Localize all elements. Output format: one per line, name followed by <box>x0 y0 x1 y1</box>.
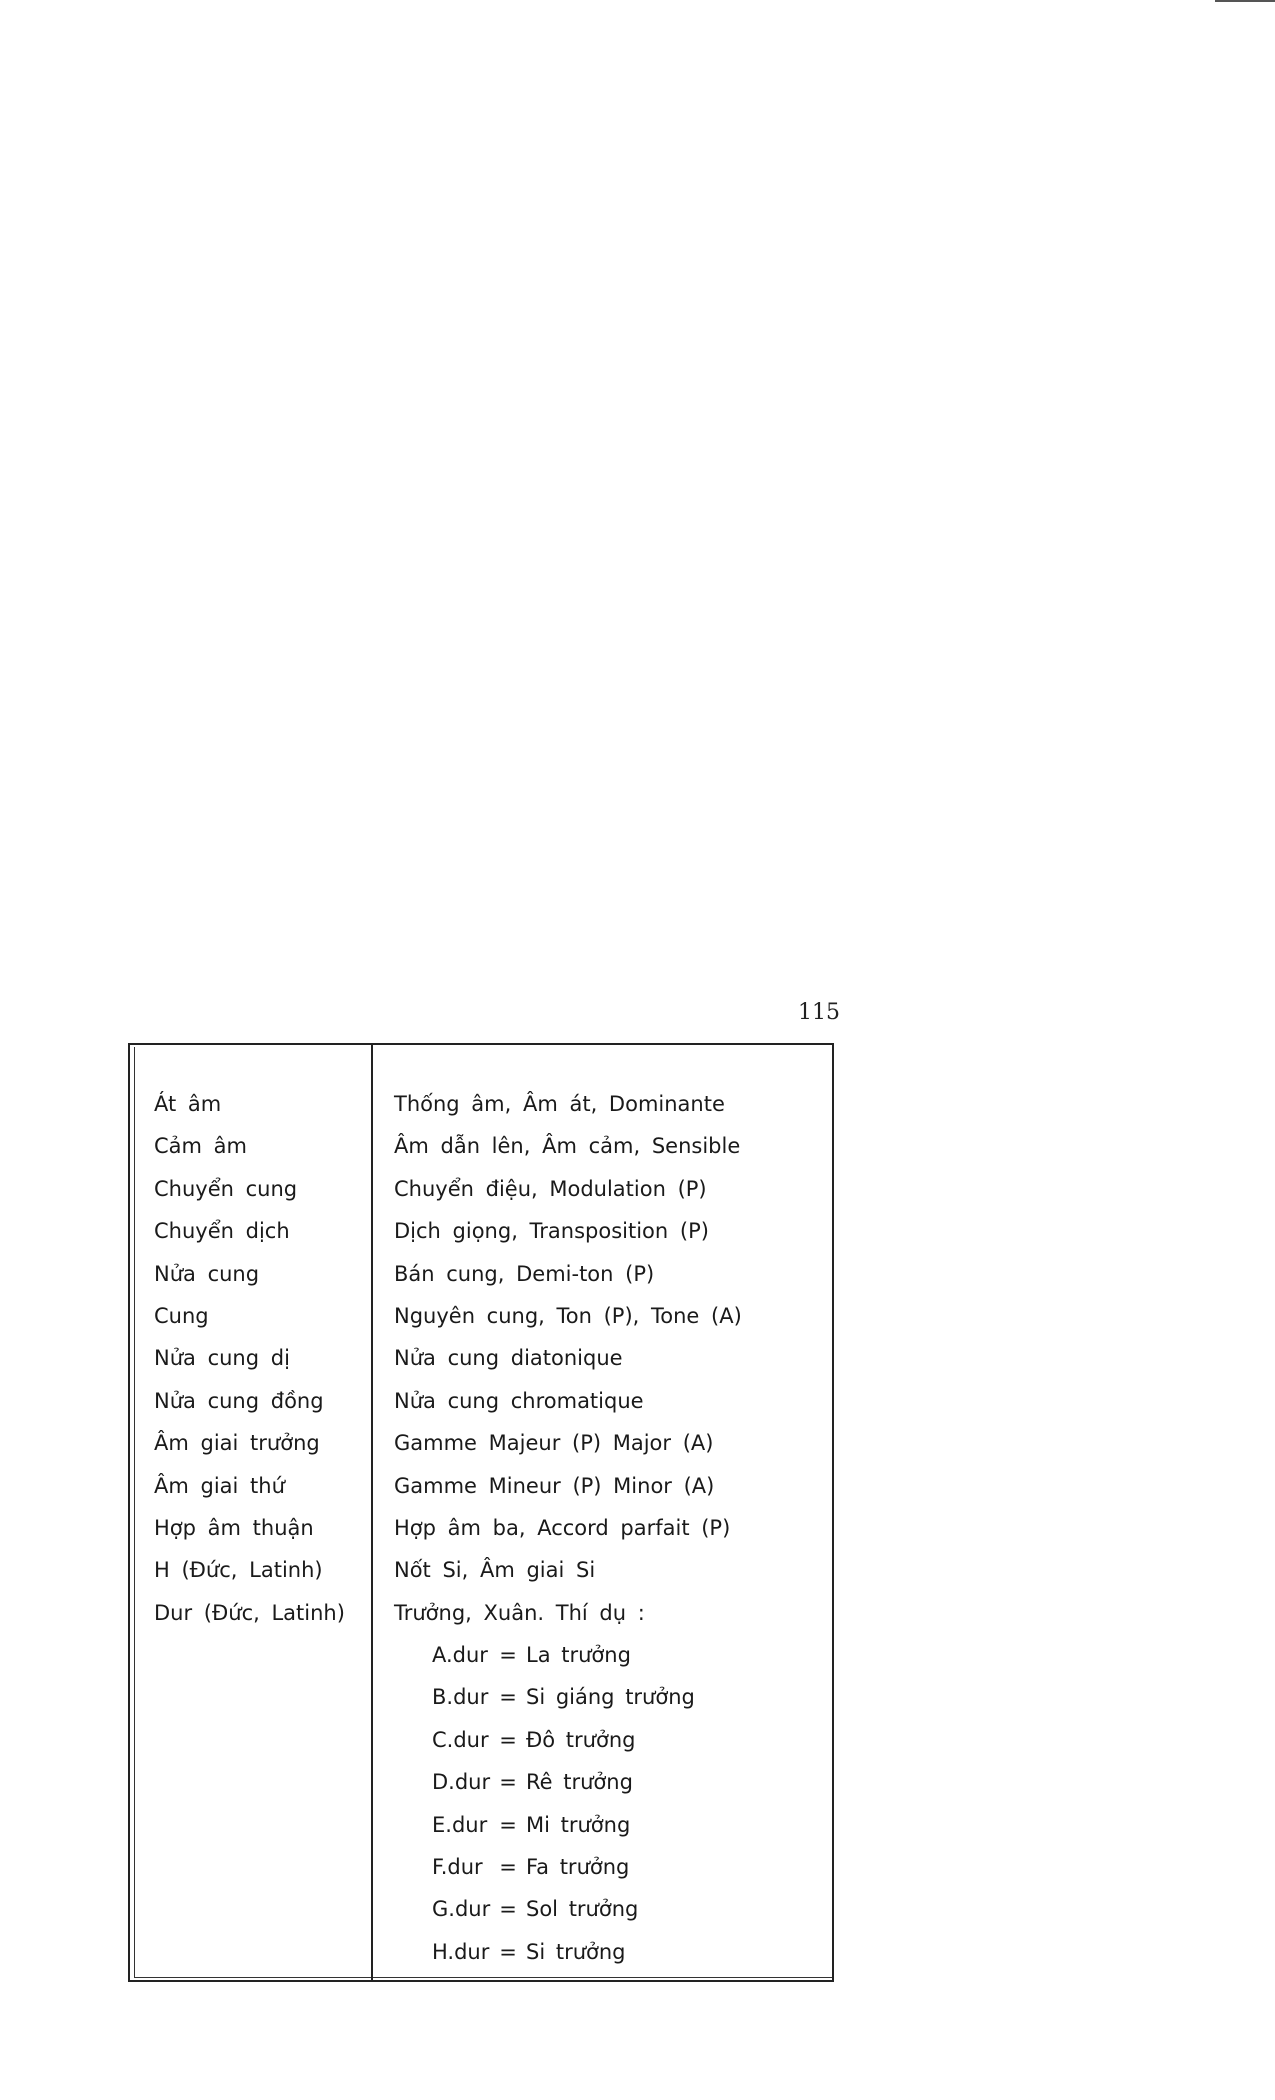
term-cell: Dur (Đức, Latinh) <box>154 1600 345 1625</box>
term-cell: Cảm âm <box>154 1134 247 1159</box>
example-key: D.dur <box>432 1770 491 1795</box>
example-equals: = <box>499 1812 517 1837</box>
term-cell: H (Đức, Latinh) <box>154 1558 323 1583</box>
term-cell: Nửa cung <box>154 1261 260 1286</box>
example-equals: = <box>499 1643 517 1668</box>
term-column <box>154 1083 364 1634</box>
example-equals: = <box>499 1727 517 1752</box>
example-row <box>394 1634 814 1676</box>
term-cell: Hợp âm thuận <box>154 1515 314 1540</box>
term-cell: Chuyển cung <box>154 1176 298 1201</box>
definition-cell: Gamme Mineur (P) Minor (A) <box>394 1473 715 1498</box>
example-equals: = <box>499 1897 517 1922</box>
example-equals: = <box>499 1770 517 1795</box>
example-key: E.dur <box>432 1812 488 1837</box>
example-row <box>394 1888 814 1930</box>
definition-cell: Gamme Majeur (P) Major (A) <box>394 1431 714 1456</box>
example-value: Rê trưởng <box>526 1770 633 1795</box>
example-row <box>394 1846 814 1888</box>
column-divider <box>371 1045 373 1980</box>
definition-cell: Bán cung, Demi-ton (P) <box>394 1261 655 1286</box>
page-number: 115 <box>798 1000 840 1025</box>
example-value: Si giáng trưởng <box>526 1685 695 1710</box>
example-key: G.dur <box>432 1897 491 1922</box>
definition-column <box>394 1083 814 1973</box>
example-value: Sol trưởng <box>526 1897 639 1922</box>
example-key: H.dur <box>432 1939 490 1964</box>
term-cell: Nửa cung đồng <box>154 1388 324 1413</box>
definition-cell: Dịch giọng, Transposition (P) <box>394 1219 709 1244</box>
example-equals: = <box>499 1939 517 1964</box>
term-cell: Át âm <box>154 1092 222 1116</box>
scan-edge-mark <box>1215 0 1275 2</box>
example-equals: = <box>499 1855 517 1880</box>
example-row <box>394 1719 814 1761</box>
term-cell: Cung <box>154 1303 209 1328</box>
example-key: C.dur <box>432 1727 489 1752</box>
term-cell: Âm giai trưởng <box>154 1431 320 1456</box>
definition-cell: Nguyên cung, Ton (P), Tone (A) <box>394 1303 742 1328</box>
example-key: B.dur <box>432 1685 489 1710</box>
example-row <box>394 1931 814 1973</box>
definition-cell: Chuyển điệu, Modulation (P) <box>394 1176 707 1201</box>
term-cell: Âm giai thứ <box>154 1473 285 1498</box>
term-cell: Nửa cung dị <box>154 1346 290 1371</box>
definition-cell: Trưởng, Xuân. Thí dụ : <box>394 1600 645 1625</box>
definition-cell: Nửa cung chromatique <box>394 1388 644 1413</box>
definition-cell: Nửa cung diatonique <box>394 1346 623 1371</box>
example-row <box>394 1676 814 1718</box>
definition-cell: Hợp âm ba, Accord parfait (P) <box>394 1515 731 1540</box>
example-row <box>394 1804 814 1846</box>
example-row <box>394 1761 814 1803</box>
glossary-table <box>128 1043 834 1982</box>
definition-cell: Thống âm, Âm át, Dominante <box>394 1092 725 1116</box>
example-key: A.dur <box>432 1643 488 1668</box>
example-key: F.dur <box>432 1855 483 1880</box>
example-value: Si trưởng <box>526 1939 626 1964</box>
example-value: La trưởng <box>526 1643 631 1668</box>
example-value: Đô trưởng <box>526 1727 636 1752</box>
example-value: Mi trưởng <box>526 1812 631 1837</box>
example-equals: = <box>499 1685 517 1710</box>
example-value: Fa trưởng <box>526 1855 630 1880</box>
term-cell: Chuyển dịch <box>154 1219 290 1244</box>
definition-cell: Âm dẫn lên, Âm cảm, Sensible <box>394 1134 741 1159</box>
definition-cell: Nốt Si, Âm giai Si <box>394 1558 596 1583</box>
